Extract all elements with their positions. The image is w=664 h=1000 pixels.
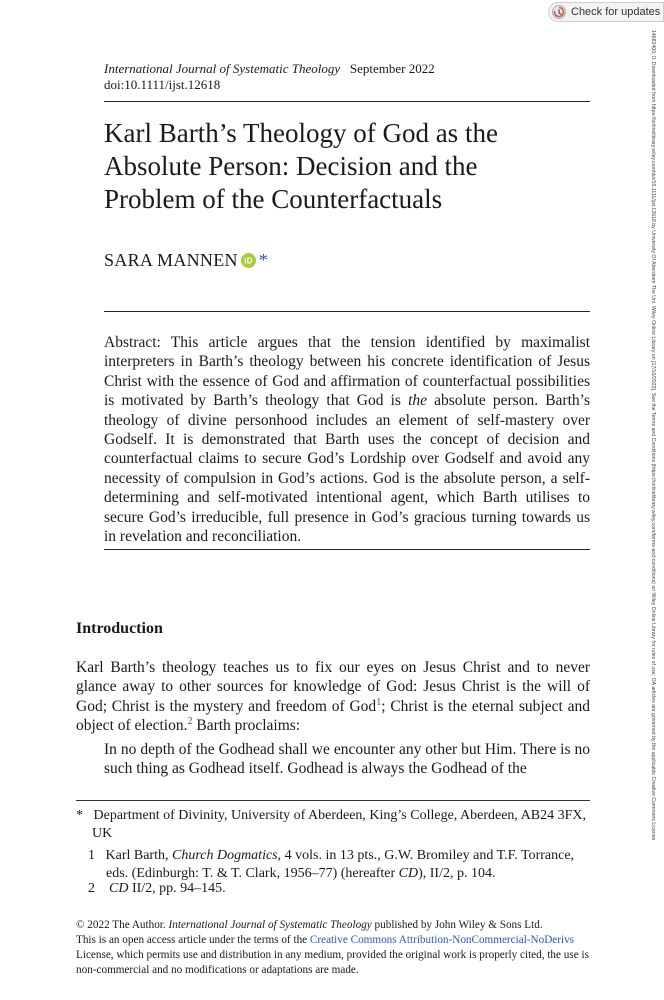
check-for-updates-label: Check for updates bbox=[571, 6, 661, 18]
license-text-a: This is an open access article under the terms of the bbox=[76, 934, 310, 946]
article-title: Karl Barth’s Theology of God as the Absolute Person: Decision and the Problem of the Counterfactuals bbox=[104, 118, 498, 214]
abstract-bottom-rule bbox=[104, 549, 590, 550]
footnote-1-number: 1 bbox=[88, 848, 95, 863]
refresh-icon bbox=[552, 5, 566, 19]
section-heading-introduction: Introduction bbox=[76, 620, 163, 637]
check-for-updates-button[interactable] bbox=[548, 2, 664, 22]
footnote-1-text-b: , 4 vols. in 13 pts., G.W. Bromiley and T.F. Torrance, eds. (Edinburgh: T. & T. Clark, 1956–77) (hereafter bbox=[106, 848, 575, 881]
footnote-2-number: 2 bbox=[88, 881, 95, 896]
license-text-b: License, which permits use and distribution in any medium, provided the original work is properly cited, the use is non-commercial and no modifications or adaptations are made. bbox=[76, 949, 589, 976]
abstract-text-a: Abstract: This article argues that the tension identified by maximalist interpreters in Barth’s theology between his concrete identification of Jesus Christ with the essence of God and affirmation of counterfactual possibilities is motivated by Barth’s theology that God is bbox=[104, 334, 590, 410]
intro-text-b: ; Christ is the eternal subject and object of election. bbox=[76, 697, 590, 735]
footnote-1-book: Church Dogmatics bbox=[171, 848, 278, 863]
footnote-2-text: II/2, pp. 94–145. bbox=[128, 881, 226, 896]
abstract-top-rule bbox=[104, 311, 590, 312]
footnote-1-text-c: ), II/2, p. 104. bbox=[418, 866, 496, 881]
copyright-text-b: published by John Wiley & Sons Ltd. bbox=[371, 919, 543, 931]
affiliation-mark-link[interactable]: * bbox=[258, 250, 269, 270]
license-link[interactable]: Creative Commons Attribution-NonCommercial-NoDerivs bbox=[309, 934, 575, 946]
doi: doi:10.1111/ijst.12618 bbox=[104, 77, 221, 92]
intro-text-c: Barth proclaims: bbox=[192, 717, 301, 735]
issue-date: September 2022 bbox=[349, 61, 435, 76]
block-quote: In no depth of the Godhead shall we encounter any other but Him. There is no such thing as Godhead itself. Godhead is always the Godhead of the bbox=[104, 741, 590, 778]
footnote-ref-1[interactable]: 1 bbox=[376, 696, 382, 708]
footnote-2-abbrev: CD bbox=[109, 881, 129, 896]
abstract bbox=[104, 333, 590, 546]
footnote-2 bbox=[88, 880, 590, 898]
footnote-1-text-a: Karl Barth, bbox=[105, 848, 172, 863]
journal-name: International Journal of Systematic Theology bbox=[104, 61, 341, 76]
affiliation-text: Department of Divinity, University of Aberdeen, King’s College, Aberdeen, AB24 3FX, UK bbox=[92, 808, 587, 841]
journal-line bbox=[104, 61, 435, 77]
intro-text-a: Karl Barth’s theology teaches us to fix our eyes on Jesus Christ and to never glance away to other sources for knowledge of God: Jesus Christ is the will of God; Christ is the mystery and freedom of God bbox=[76, 659, 590, 715]
intro-paragraph bbox=[76, 658, 590, 736]
author-line bbox=[104, 248, 268, 272]
copyright-journal: International Journal of Systematic Theology bbox=[168, 919, 372, 931]
copyright-text-a: © 2022 The Author. bbox=[76, 919, 169, 931]
footnote-ref-2[interactable]: 2 bbox=[187, 716, 193, 728]
footnote-1 bbox=[88, 847, 590, 883]
abstract-emphasis: the bbox=[408, 392, 427, 410]
orcid-label: iD bbox=[244, 256, 253, 265]
header-rule bbox=[104, 101, 590, 102]
affiliation-footnote bbox=[76, 807, 590, 843]
orcid-icon[interactable] bbox=[241, 253, 256, 268]
affiliation-footnote-mark: * bbox=[76, 808, 83, 823]
author-name: SARA MANNEN bbox=[104, 250, 238, 270]
footnote-1-abbrev: CD bbox=[398, 866, 419, 881]
footnote-rule bbox=[76, 800, 590, 801]
abstract-text-b: absolute person. Barth’s theology of divine personhood includes an element of self-mastery over Godself. It is demonstrated that Barth uses the concept of decision and counterfactual claims to secure God’s Lordship over Godself and avoid any necessity of compulsion in God’s actions. God is the absolute person, a self-determining and self-motivated intentional agent, which Barth utilises to secure God’s irreducible, full presence in God’s gracious turning towards us in revelation and reconciliation. bbox=[104, 392, 590, 546]
download-side-note: 14682400, 0, Downloaded from https://onlinelibrary.wiley.com/doi/10.1111/ijst.12618 by University Of Aberdeen The Uni, Wiley Online Library on [17/10/2022]. See the Terms and Conditions (https://onlinelibrary.wiley.com/terms-and-conditions) on Wiley Online Library for rules of use; OA articles are governed by the applicable Creative Commons License bbox=[650, 30, 656, 841]
copyright-notice bbox=[76, 918, 596, 978]
